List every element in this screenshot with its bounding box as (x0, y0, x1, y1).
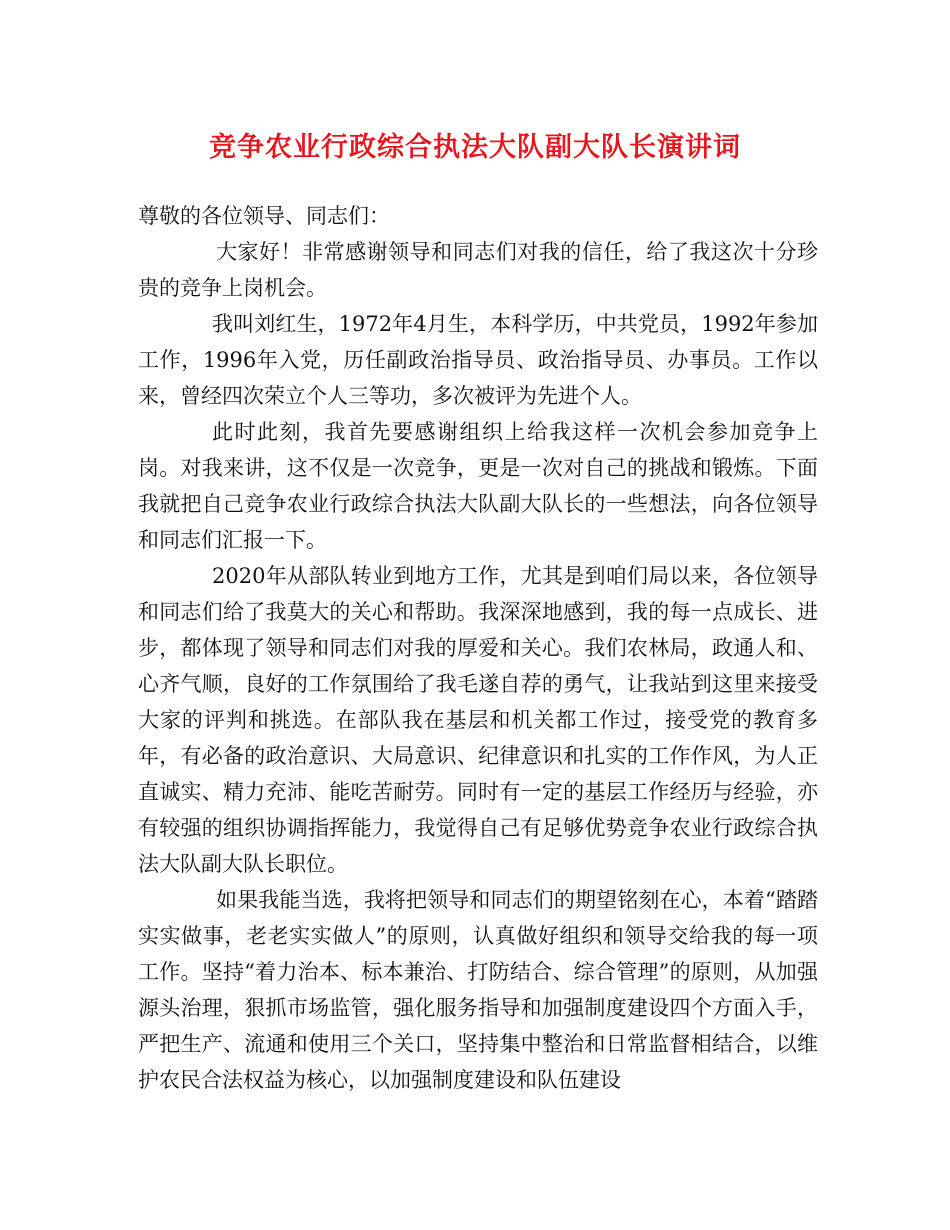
paragraph-introduction: 我叫刘红生，1972年4月生，本科学历，中共党员，1992年参加工作，1996年入党，历任副政治指导员、政治指导员、办事员。工作以来，曾经四次荣立个人三等功，多次被评为先进个人。 (138, 312, 818, 408)
paragraph-greeting: 大家好！非常感谢领导和同志们对我的信任，给了我这次十分珍贵的竞争上岗机会。 (138, 240, 818, 300)
paragraph-background: 2020年从部队转业到地方工作，尤其是到咱们局以来，各位领导和同志们给了我莫大的关心和帮助。我深深地感到，我的每一点成长、进步，都体现了领导和同志们对我的厚爱和关心。我们农林局，政通人和、心齐气顺，良好的工作氛围给了我毛遂自荐的勇气，让我站到这里来接受大家的评判和挑选。在部队我在基层和机关都工作过，接受党的教育多年，有必备的政治意识、大局意识、纪律意识和扎实的工作作风，为人正直诚实、精力充沛、能吃苦耐劳。同时有一定的基层工作经历与经验，亦有较强的组织协调指挥能力，我觉得自己有足够优势竞争农业行政综合执法大队副大队长职位。 (138, 564, 818, 876)
document-title: 竞争农业行政综合执法大队副大队长演讲词 (209, 132, 741, 163)
document-body (138, 198, 818, 1098)
paragraph-gratitude: 此时此刻，我首先要感谢组织上给我这样一次机会参加竞争上岗。对我来讲，这不仅是一次竞争，更是一次对自己的挑战和锻炼。下面我就把自己竞争农业行政综合执法大队副大队长的一些想法，向各位领导和同志们汇报一下。 (138, 420, 818, 552)
salutation: 尊敬的各位领导、同志们： (138, 204, 390, 228)
paragraph-commitment: 如果我能当选，我将把领导和同志们的期望铭刻在心，本着“踏踏实实做事，老老实实做人”的原则，认真做好组织和领导交给我的每一项工作。坚持“着力治本、标本兼治、打防结合、综合管理”的原则，从加强源头治理，狠抓市场监管，强化服务指导和加强制度建设四个方面入手，严把生产、流通和使用三个关口，坚持集中整治和日常监督相结合，以维护农民合法权益为核心，以加强制度建设和队伍建设 (138, 888, 818, 1092)
